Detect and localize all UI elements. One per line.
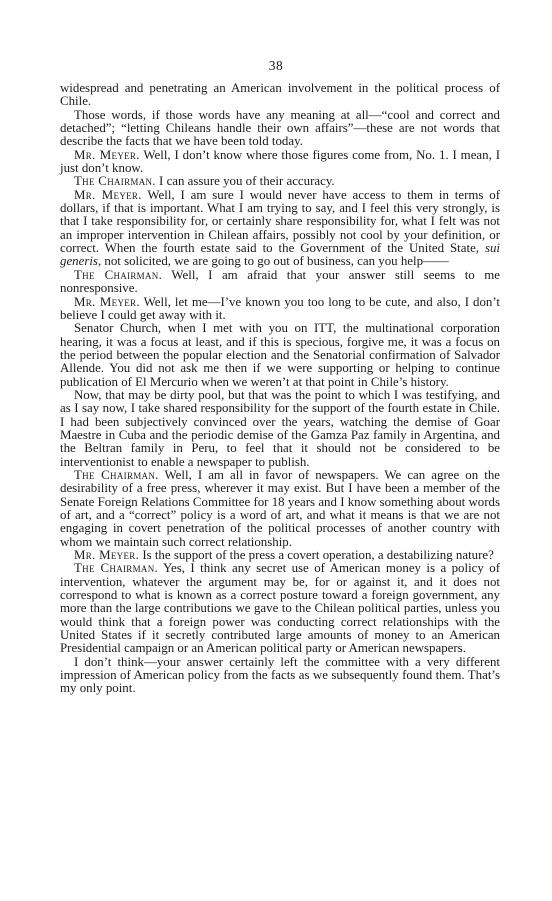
paragraph-text: Those words, if those words have any meaning at all—“cool and correct and detached”; “letting Chileans handle their own affairs”—these are not words that describe the facts that we have been told today.	[60, 107, 500, 149]
document-body	[60, 82, 500, 696]
paragraph	[60, 175, 500, 188]
paragraph-text: Now, that may be dirty pool, but that was the point to which I was testifying, and as I say now, I take shared responsibility for the support of the fourth estate in Chile. I had been subjectively convinced over the years, watching the demise of Goar Maestre in Cuba and the periodic demise of the Gamza Paz family in Argentina, and the Beltran family in Peru, to feel that it should not be considered to be interventionist to enable a newspaper to publish.	[60, 387, 500, 469]
paragraph	[60, 109, 500, 149]
paragraph	[60, 562, 500, 655]
speaker-name: The Chairman.	[74, 174, 156, 189]
paragraph	[60, 389, 500, 469]
speaker-name: The Chairman.	[74, 267, 163, 282]
paragraph-text: Well, I am sure I would never have access to them in terms of dollars, if that is important. What I am trying to say, and I feel this very strongly, is that I take responsibility for, or certainly share responsibility for, what I felt was not an improper intervention in Chilean affairs, possibly not cool by your definition, or correct. When the fourth estate said to the Government of the United State,	[60, 187, 501, 256]
speaker-name: The Chairman.	[74, 467, 159, 482]
speaker-name: Mr. Meyer.	[74, 147, 140, 162]
paragraph	[60, 656, 500, 696]
paragraph-text: widespread and penetrating an American involvement in the political process of Chile.	[60, 81, 500, 109]
paragraph	[60, 296, 500, 323]
paragraph-text: , not solicited, we are going to go out of business, can you help——	[97, 254, 449, 269]
paragraph-text: Well, I don’t know where those figures come from, No. 1. I mean, I just don’t know.	[60, 147, 500, 176]
paragraph-text: Senator Church, when I met with you on ITT, the multinational corporation hearing, it was a focus at least, and if this is specious, forgive me, it was a focus on the period between the popular election and the Senatorial confirmation of Salvador Allende. You did not ask me then if we were supporting or helping to continue publication of El Mercurio when we weren’t at that point in Chile’s history.	[60, 321, 500, 389]
paragraph	[60, 149, 500, 176]
speaker-name: Mr. Meyer.	[74, 294, 140, 309]
paragraph	[60, 322, 500, 389]
paragraph-text: I don’t think—your answer certainly left the committee with a very different impression of American policy from the facts as we subsequently found them. That’s my only point.	[60, 654, 500, 696]
paragraph	[60, 469, 500, 549]
paragraph	[60, 82, 500, 109]
paragraph-text: Well, let me—I’ve known you too long to be cute, and also, I don’t believe I could get away with it.	[60, 294, 500, 322]
paragraph	[60, 269, 500, 296]
paragraph-text: Well, I am all in favor of newspapers. We can agree on the desirability of a free press, wherever it may exist. But I have been a member of the Senate Foreign Relations Committee for 18 years and I know something about words of art, and a “correct” policy is a word of art, and what it means is that we are not engaging in covert penetration of the political processes of another country with whom we maintain such correct relationship.	[60, 467, 500, 549]
speaker-name: Mr. Meyer.	[74, 187, 142, 202]
paragraph-text: Well, I am afraid that your answer still seems to me nonresponsive.	[60, 267, 500, 296]
speaker-name: Mr. Meyer.	[74, 548, 140, 563]
paragraph	[60, 549, 500, 562]
paragraph-text: Yes, I think any secret use of American money is a policy of intervention, whatever the argument may be, for or against it, and it does not correspond to what is known as a correct posture toward a foreign government, any more than the large contributions we gave to the Chilean political parties, unless you would think that a foreign power was conducting correct relationships with the United States if it secretly contributed large amounts of money to an American Presidential campaign or an American political party or American newspapers.	[60, 561, 500, 656]
paragraph	[60, 189, 500, 269]
paragraph-text: I can assure you of their accuracy.	[155, 174, 335, 189]
paragraph-text: Is the support of the press a covert operation, a destabilizing nature?	[139, 548, 494, 563]
page-number: 38	[268, 58, 284, 73]
italic-text: sui generis	[60, 241, 500, 269]
speaker-name: The Chairman.	[74, 561, 159, 576]
